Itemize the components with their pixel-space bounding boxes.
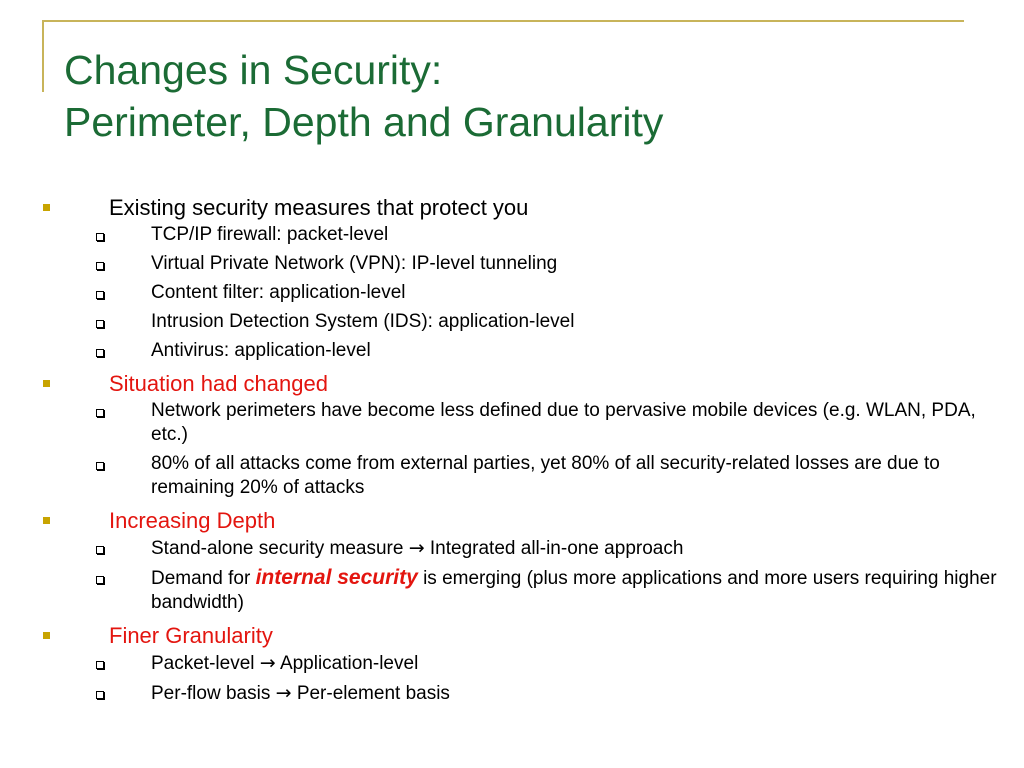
- sub-bullet-text: 80% of all attacks come from external parties, yet 80% of all security-related losses are due to remaining 20% of attacks: [151, 453, 940, 498]
- section-heading: Situation had changed: [109, 371, 328, 396]
- hollow-square-bullet-icon: [96, 233, 104, 241]
- sub-bullet-text: TCP/IP firewall: packet-level: [151, 224, 389, 245]
- sub-bullet: [0, 339, 1024, 363]
- sub-bullet-suffix: is emerging (plus more applications and more users requiring higher bandwidth): [151, 568, 997, 613]
- hollow-square-bullet-icon: [96, 291, 104, 299]
- sub-bullet-text: Intrusion Detection System (IDS): application-level: [151, 311, 575, 332]
- sub-bullet: [0, 651, 1024, 676]
- section-heading: Increasing Depth: [109, 508, 276, 533]
- square-bullet-icon: [43, 517, 50, 524]
- sub-bullet: [0, 281, 1024, 305]
- square-bullet-icon: [43, 204, 50, 211]
- slide-top-rule: [42, 20, 964, 22]
- sub-bullet-text: Antivirus: application-level: [151, 340, 371, 361]
- sub-bullet: [0, 252, 1024, 276]
- hollow-square-bullet-icon: [96, 661, 104, 669]
- slide-left-rule: [42, 20, 44, 92]
- sub-bullet-after: Application-level: [279, 653, 419, 674]
- hollow-square-bullet-icon: [96, 262, 104, 270]
- hollow-square-bullet-icon: [96, 409, 104, 417]
- sub-bullet: [0, 223, 1024, 247]
- hollow-square-bullet-icon: [96, 462, 104, 470]
- slide-body: [0, 192, 1024, 711]
- sub-bullet-before: Stand-alone security measure: [151, 538, 404, 559]
- sub-bullet: [0, 536, 1024, 561]
- sub-bullet-before: Per-flow basis: [151, 683, 271, 704]
- hollow-square-bullet-icon: [96, 576, 104, 584]
- right-arrow-icon: →: [275, 682, 292, 704]
- sub-bullet-after: Integrated all-in-one approach: [429, 538, 684, 559]
- sub-bullet: [0, 452, 1024, 500]
- sub-bullet: [0, 681, 1024, 706]
- sub-bullet-prefix: Demand for: [151, 568, 251, 589]
- sub-bullet-text: Virtual Private Network (VPN): IP-level tunneling: [151, 253, 558, 274]
- hollow-square-bullet-icon: [96, 691, 104, 699]
- sub-bullet: [0, 566, 1024, 615]
- section-heading: Existing security measures that protect you: [109, 195, 529, 220]
- sub-bullet-text: Content filter: application-level: [151, 282, 406, 303]
- sub-bullet-before: Packet-level: [151, 653, 255, 674]
- title-line-1: Changes in Security:: [64, 47, 443, 93]
- hollow-square-bullet-icon: [96, 320, 104, 328]
- bullet-finer-granularity: [0, 620, 1024, 651]
- bullet-increasing-depth: [0, 505, 1024, 536]
- sub-bullet: [0, 399, 1024, 447]
- sub-bullet-after: Per-element basis: [296, 683, 450, 704]
- right-arrow-icon: →: [408, 537, 425, 559]
- hollow-square-bullet-icon: [96, 546, 104, 554]
- slide-title: [64, 44, 663, 148]
- square-bullet-icon: [43, 380, 50, 387]
- bullet-situation-changed: [0, 368, 1024, 399]
- sub-bullet: [0, 310, 1024, 334]
- hollow-square-bullet-icon: [96, 349, 104, 357]
- title-line-2: Perimeter, Depth and Granularity: [64, 99, 664, 145]
- emphasis-internal-security: internal security: [255, 566, 418, 589]
- sub-bullet-text: Network perimeters have become less defined due to pervasive mobile devices (e.g. WLAN, PDA, etc.): [151, 400, 976, 445]
- square-bullet-icon: [43, 632, 50, 639]
- bullet-existing-measures: [0, 192, 1024, 223]
- section-heading: Finer Granularity: [109, 623, 273, 648]
- right-arrow-icon: →: [259, 652, 276, 674]
